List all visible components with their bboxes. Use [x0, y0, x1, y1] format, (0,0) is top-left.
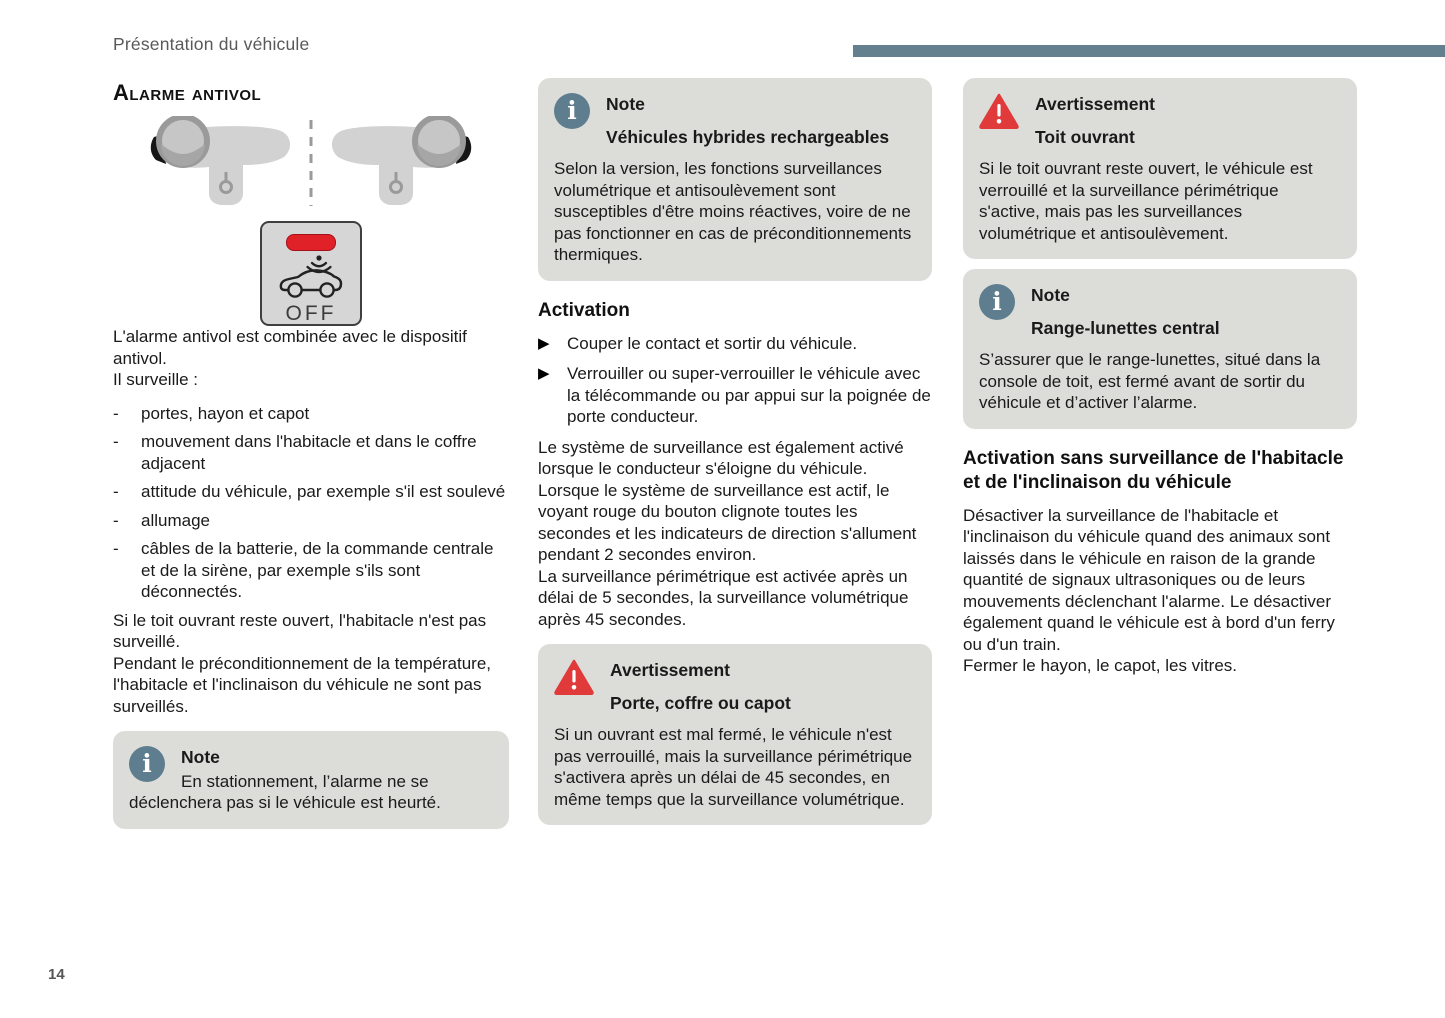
list-item [113, 431, 509, 474]
lhd-rhd-dashboard-icon [145, 116, 477, 210]
triangle-alert-icon [979, 93, 1019, 135]
alarm-off-button-illustration [260, 221, 362, 326]
warning-title: Avertissement [610, 660, 730, 680]
list-item-text: portes, hayon et capot [141, 403, 310, 423]
accent-bar [853, 45, 1445, 57]
list-item-text: allumage [141, 510, 210, 530]
red-led-indicator [286, 234, 336, 251]
note-subtitle: Véhicules hybrides rechargeables [606, 126, 890, 147]
column-right [963, 78, 1357, 677]
triangle-alert-icon [554, 659, 594, 701]
lhd-dashboard-icon [151, 117, 290, 205]
note-title: Note [606, 94, 645, 114]
warning-box [538, 644, 932, 825]
surveille-paragraph: Il surveille : [113, 370, 199, 389]
rhd-dashboard-icon [332, 117, 471, 205]
column-middle [538, 78, 932, 825]
car-alarm-icon [277, 253, 345, 299]
dash-marker: - [113, 432, 119, 451]
paragraph: Pendant le préconditionnement de la température, l'habitacle et l'inclinaison du véhicule ne sont pas surveillés. [113, 653, 492, 716]
list-item [113, 510, 509, 532]
paragraph: Fermer le hayon, le capot, les vitres. [963, 656, 1238, 675]
note-subtitle: Range-lunettes central [1031, 317, 1220, 338]
breadcrumb: Présentation du véhicule [113, 34, 310, 54]
paragraph: La surveillance périmétrique est activée après un délai de 5 secondes, la surveillance volumétrique après 45 secondes. [538, 566, 909, 629]
dash-marker: - [113, 510, 119, 530]
note-body: En stationnement, l’alarme ne se déclenchera pas si le véhicule est heurté. [129, 771, 441, 812]
dash-marker: - [113, 403, 119, 423]
paragraph: Si le toit ouvrant reste ouvert, l'habitacle n'est pas surveillé. [113, 610, 487, 651]
paragraph: Le système de surveillance est également activé lorsque le conducteur s'éloigne du véhicule. [538, 437, 904, 478]
intro-paragraph: L'alarme antivol est combinée avec le dispositif antivol. [113, 327, 467, 368]
warning-body: Si un ouvrant est mal fermé, le véhicule n'est pas verrouillé, mais la surveillance périmétrique s'activera après un délai de 45 secondes, en même temps que la surveillance volumétrique. [554, 725, 913, 809]
activation-heading: Activation [538, 299, 630, 321]
info-icon: i [554, 93, 590, 129]
note-body: S’assurer que le range-lunettes, situé dans la console de toit, est fermé avant de sortir du véhicule et d’activer l’alarme. [979, 350, 1321, 412]
list-item-text: câbles de la batterie, de la commande centrale et de la sirène, par exemple s'ils sont déconnectés. [141, 539, 494, 601]
warning-box [963, 78, 1357, 259]
warning-body: Si le toit ouvrant reste ouvert, le véhicule est verrouillé et la surveillance périmétrique s'active, mais pas les surveillances volumétrique et antisoulèvement. [979, 159, 1313, 243]
paragraph: Désactiver la surveillance de l'habitacle et l'inclinaison du véhicule quand des animaux sont laissés dans le véhicule en raison de la grande quantité de signaux ultrasoniques ou de leurs mouvements déclenchant l'alarme. Le désactiver également quand le véhicule est à bord d'un ferry ou d'un train. [963, 505, 1335, 654]
column-left [113, 82, 509, 829]
step-item [538, 363, 932, 428]
note-box [113, 731, 509, 829]
list-item-text: attitude du véhicule, par exemple s'il est soulevé [141, 482, 506, 501]
list-item [113, 538, 509, 603]
list-item [113, 481, 509, 503]
step-text: Couper le contact et sortir du véhicule. [567, 333, 858, 353]
list-item-text: mouvement dans l'habitacle et dans le coffre adjacent [141, 432, 477, 473]
warning-title: Avertissement [1035, 94, 1155, 114]
step-arrow-icon: ▶ [538, 334, 550, 352]
note-title: Note [181, 747, 220, 767]
note-title: Note [1031, 285, 1070, 305]
step-arrow-icon: ▶ [538, 365, 550, 382]
step-item [538, 333, 932, 355]
dashboard-illustration [113, 116, 509, 327]
warning-subtitle: Porte, coffre ou capot [610, 692, 791, 713]
list-item [113, 403, 509, 425]
paragraph: Lorsque le système de surveillance est actif, le voyant rouge du bouton clignote toutes les secondes et les indicateurs de direction s'allument pendant 2 secondes environ. [538, 480, 917, 564]
info-icon: i [129, 746, 165, 782]
step-text: Verrouiller ou super-verrouiller le véhicule avec la télécommande ou par appui sur la poignée de porte conducteur. [567, 364, 931, 426]
deactivation-heading: Activation sans surveillance de l'habitacle et de l'inclinaison du véhicule [963, 447, 1344, 493]
note-box [963, 269, 1357, 429]
off-label: OFF [285, 301, 337, 325]
dash-marker: - [113, 482, 119, 501]
info-icon: i [979, 284, 1015, 320]
page-number: 14 [48, 966, 65, 983]
monitored-items-list [113, 403, 509, 603]
note-box [538, 78, 932, 281]
note-body: Selon la version, les fonctions surveillances volumétrique et antisoulèvement sont susceptibles d'être moins réactives, voire de ne pas fonctionner en cas de préconditionnements thermiques. [554, 159, 912, 264]
page-title: Alarme antivol [113, 80, 262, 105]
dash-marker: - [113, 539, 119, 558]
activation-steps [538, 333, 932, 428]
warning-subtitle: Toit ouvrant [1035, 126, 1135, 147]
